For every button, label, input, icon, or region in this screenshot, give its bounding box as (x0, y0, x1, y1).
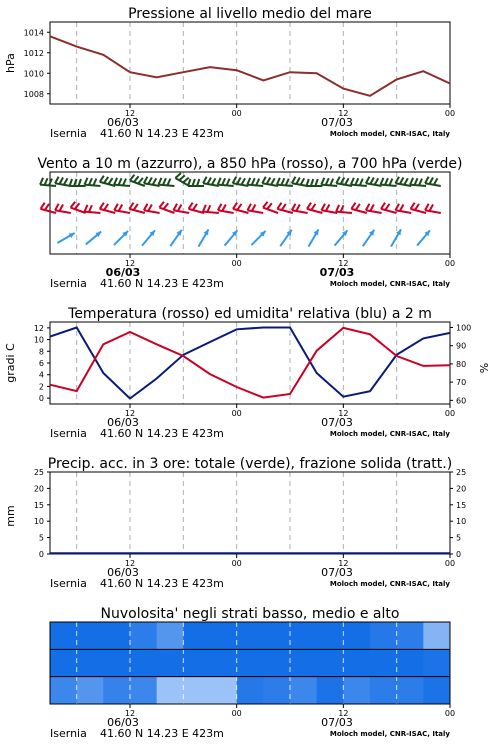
date-label: 07/03 (321, 716, 353, 729)
cloud-cell (290, 622, 317, 649)
x-tick-label: 12 (338, 709, 349, 718)
y-axis-label: mm (4, 505, 17, 527)
model-credit: Moloch model, CNR-ISAC, Italy (329, 580, 450, 588)
cloud-cell (237, 649, 264, 676)
wind-arrow-10m (199, 229, 209, 246)
cloud-cell (103, 677, 130, 704)
wind-arrow-10m (114, 231, 128, 245)
y-tick-label: 20 (456, 484, 467, 494)
cloud-cell (263, 622, 290, 649)
panel-pressure (4, 6, 455, 140)
station-coords: 41.60 N 14.23 E 423m (100, 577, 224, 590)
date-label: 07/03 (321, 566, 353, 579)
cloud-cell (397, 649, 424, 676)
chart-title: Vento a 10 m (azzurro), a 850 hPa (rosso), a 700 hPa (verde) (37, 156, 463, 172)
x-tick-label: 12 (124, 709, 136, 718)
x-tick-label: 00 (444, 259, 456, 268)
station-coords: 41.60 N 14.23 E 423m (100, 127, 224, 140)
wind-barb-700 (321, 178, 337, 186)
wind-barb-700 (130, 175, 145, 186)
plot-frame (50, 22, 450, 104)
x-tick-label: 00 (231, 409, 242, 418)
cloud-cell (317, 622, 344, 649)
y-tick-label: 80 (456, 359, 467, 369)
x-tick-label: 00 (231, 109, 242, 118)
date-label: 07/03 (321, 116, 353, 129)
y-tick-label: 60 (456, 396, 467, 406)
wind-arrow-10m (86, 232, 101, 245)
date-label: 06/03 (107, 716, 139, 729)
cloud-cell (317, 677, 344, 704)
date-label: 06/03 (107, 416, 139, 429)
wind-barb-700 (262, 177, 278, 186)
cloud-cell (343, 622, 370, 649)
wind-barb-850 (218, 204, 234, 213)
x-tick-label: 00 (231, 559, 242, 568)
model-credit: Moloch model, CNR-ISAC, Italy (329, 730, 450, 738)
cloud-cell (103, 649, 130, 676)
y-tick-label: 100 (456, 323, 472, 333)
cloud-cell (290, 677, 317, 704)
wind-barb-850 (41, 203, 56, 213)
wind-barb-700 (70, 179, 86, 186)
y-tick-label: 1010 (23, 69, 44, 79)
wind-barb-850 (203, 205, 219, 213)
cloud-cell (183, 677, 210, 704)
wind-barb-850 (425, 204, 441, 213)
cloud-cell (50, 649, 77, 676)
chart-title: Nuvolosita' negli strati basso, medio e alto (100, 606, 400, 622)
cloud-cell (210, 622, 237, 649)
wind-barb-700 (395, 177, 411, 186)
station-coords: 41.60 N 14.23 E 423m (100, 427, 224, 440)
x-tick-label: 00 (231, 709, 242, 718)
y-tick-label: 6 (38, 359, 44, 368)
wind-barb-700 (292, 177, 308, 186)
x-tick-label: 12 (124, 109, 136, 118)
wind-barb-850 (55, 204, 71, 213)
wind-barb-850 (292, 204, 308, 213)
station-coords: 41.60 N 14.23 E 423m (100, 727, 224, 740)
wind-barb-850 (129, 203, 144, 213)
station-coords: 41.60 N 14.23 E 423m (100, 277, 224, 290)
y-tick-label: 2 (38, 382, 44, 392)
x-tick-label: 12 (338, 259, 349, 268)
chart-title: Precip. acc. in 3 ore: totale (verde), frazione solida (tratt.) (47, 456, 453, 472)
wind-arrow-10m (225, 230, 238, 245)
wind-barb-700 (203, 177, 219, 186)
cloud-cell (157, 677, 184, 704)
cloud-cell (263, 649, 290, 676)
y-tick-label: 12 (33, 323, 44, 333)
wind-arrow-10m (57, 233, 74, 243)
wind-barb-700 (144, 177, 160, 186)
wind-barb-700 (188, 179, 204, 186)
cloud-cell (423, 649, 450, 676)
wind-barb-850 (381, 203, 396, 213)
wind-arrow-10m (251, 231, 265, 245)
cloud-cell (237, 677, 264, 704)
cloud-cell (423, 677, 450, 704)
y-tick-label: 10 (33, 517, 44, 527)
wind-barb-850 (247, 204, 263, 213)
plot-frame (50, 472, 450, 554)
x-tick-label: 00 (444, 109, 456, 118)
x-tick-label: 00 (231, 259, 242, 268)
cloud-cell (263, 677, 290, 704)
model-credit: Moloch model, CNR-ISAC, Italy (329, 130, 450, 138)
wind-barb-850 (159, 202, 174, 213)
cloud-cell (77, 649, 104, 676)
y-axis-label-right: % (478, 362, 491, 374)
station-name: Isernia (50, 427, 87, 440)
panel-temp-humidity (4, 306, 491, 440)
wind-barb-850 (71, 202, 86, 213)
cloud-cell (50, 622, 77, 649)
y-tick-label: 10 (33, 335, 44, 345)
wind-barb-700 (114, 178, 130, 186)
cloud-cell (50, 677, 77, 704)
station-name: Isernia (50, 577, 87, 590)
cloud-cell (103, 622, 130, 649)
pressure-line (50, 36, 450, 96)
cloud-cell (370, 622, 397, 649)
x-tick-label: 12 (338, 109, 349, 118)
y-tick-label: 1012 (23, 48, 44, 58)
wind-arrow-10m (309, 229, 319, 246)
wind-arrow-10m (142, 230, 155, 245)
y-tick-label: 5 (38, 533, 44, 543)
y-tick-label: 25 (33, 468, 44, 477)
wind-barb-700 (380, 178, 396, 186)
date-label: 06/03 (105, 266, 141, 279)
wind-barb-850 (395, 204, 411, 213)
wind-barb-850 (100, 203, 115, 213)
cloud-cell (210, 677, 237, 704)
wind-barb-700 (100, 176, 115, 186)
wind-arrow-10m (417, 230, 430, 245)
y-axis-label: gradi C (4, 343, 17, 383)
model-credit: Moloch model, CNR-ISAC, Italy (329, 280, 450, 288)
cloud-cell (130, 622, 157, 649)
wind-barb-850 (351, 203, 366, 213)
y-tick-label: 0 (456, 550, 462, 559)
model-credit: Moloch model, CNR-ISAC, Italy (329, 430, 450, 438)
x-tick-label: 12 (124, 409, 136, 418)
wind-arrow-10m (363, 230, 374, 246)
y-tick-label: 90 (456, 341, 467, 351)
y-tick-label: 5 (456, 533, 462, 543)
wind-barb-700 (175, 173, 189, 186)
chart-title: Temperatura (rosso) ed umidita' relativa (blu) a 2 m (68, 306, 432, 322)
wind-barb-850 (263, 202, 278, 213)
cloud-cell (343, 677, 370, 704)
wind-barb-850 (277, 203, 292, 213)
wind-barb-700 (247, 178, 263, 186)
wind-barb-700 (218, 178, 234, 186)
y-tick-label: 4 (38, 370, 44, 380)
wind-barb-700 (425, 177, 441, 186)
wind-barb-850 (173, 204, 189, 213)
cloud-cell (343, 649, 370, 676)
wind-barb-700 (410, 178, 426, 186)
wind-barb-850 (189, 203, 204, 213)
cloud-cell (130, 649, 157, 676)
cloud-cell (397, 677, 424, 704)
y-tick-label: 1014 (23, 28, 44, 38)
wind-barb-850 (114, 204, 130, 213)
y-axis-label: hPa (4, 53, 17, 73)
cloud-cell (157, 622, 184, 649)
y-tick-label: 70 (456, 378, 467, 388)
wind-barb-700 (306, 179, 322, 186)
panel-wind (37, 156, 462, 290)
wind-barb-700 (40, 178, 56, 186)
wind-barb-850 (411, 203, 426, 213)
wind-barb-850 (233, 203, 248, 213)
wind-barb-700 (55, 177, 71, 186)
cloud-cell (130, 677, 157, 704)
cloud-cell (183, 649, 210, 676)
x-tick-label: 12 (338, 559, 349, 568)
cloud-cell (157, 649, 184, 676)
x-tick-label: 00 (444, 409, 456, 418)
cloud-cell (423, 622, 450, 649)
cloud-cell (397, 622, 424, 649)
y-tick-label: 15 (33, 500, 44, 510)
cloud-cell (370, 649, 397, 676)
y-tick-label: 1008 (23, 89, 44, 99)
cloud-cell (290, 649, 317, 676)
wind-barb-700 (158, 178, 174, 186)
wind-barb-700 (233, 177, 249, 186)
y-tick-label: 8 (38, 347, 44, 357)
y-tick-label: 20 (33, 484, 44, 494)
x-tick-label: 12 (338, 409, 349, 418)
cloud-cell (317, 649, 344, 676)
x-tick-label: 00 (444, 709, 456, 718)
date-label: 07/03 (321, 416, 353, 429)
cloud-cell (370, 677, 397, 704)
cloud-cell (77, 622, 104, 649)
date-label: 07/03 (319, 266, 355, 279)
wind-barb-850 (336, 205, 352, 213)
wind-arrow-10m (170, 230, 181, 246)
y-tick-label: 0 (38, 550, 44, 559)
wind-barb-850 (307, 203, 322, 213)
y-tick-label: 15 (456, 500, 467, 510)
humidity-line (50, 328, 450, 399)
panel-precipitation (4, 456, 466, 590)
cloud-cell (210, 649, 237, 676)
wind-barb-700 (366, 177, 382, 186)
y-tick-label: 0 (38, 394, 44, 404)
x-tick-label: 12 (124, 259, 136, 268)
panel-clouds (50, 606, 455, 740)
wind-barb-850 (144, 204, 160, 213)
wind-barb-850 (321, 204, 337, 213)
cloud-cell (237, 622, 264, 649)
wind-barb-700 (84, 178, 100, 186)
y-tick-label: 10 (456, 517, 467, 527)
x-tick-label: 12 (124, 559, 136, 568)
wind-arrow-10m (391, 229, 401, 246)
date-label: 06/03 (107, 566, 139, 579)
station-name: Isernia (50, 277, 87, 290)
y-tick-label: 25 (456, 468, 467, 477)
chart-title: Pressione al livello medio del mare (128, 6, 372, 22)
cloud-cell (77, 677, 104, 704)
wind-barb-700 (351, 178, 367, 186)
date-label: 06/03 (107, 116, 139, 129)
station-name: Isernia (50, 127, 87, 140)
x-tick-label: 00 (444, 559, 456, 568)
wind-arrow-10m (335, 230, 348, 245)
wind-barb-700 (336, 177, 352, 186)
wind-barb-850 (366, 204, 382, 213)
cloud-cell (183, 622, 210, 649)
station-name: Isernia (50, 727, 87, 740)
wind-barb-850 (84, 205, 100, 213)
